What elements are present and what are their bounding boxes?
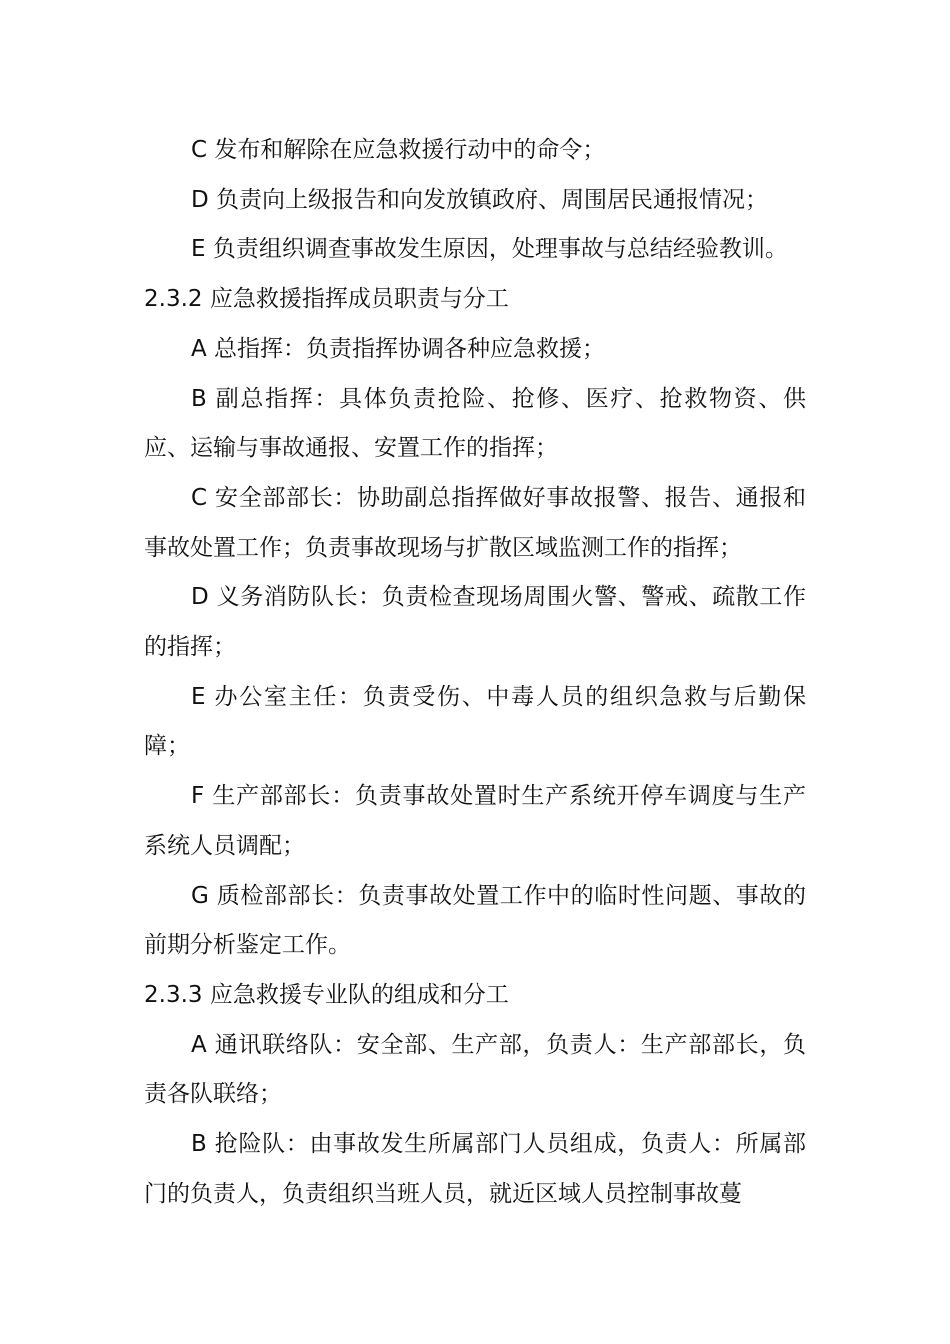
- duty-item-fire-brigade-leader: D 义务消防队长：负责检查现场周围火警、警戒、疏散工作的指挥；: [144, 584, 806, 661]
- duty-item-deputy-commander: B 副总指挥：具体负责抢险、抢修、医疗、抢救物资、供应、运输与事故通报、安置工作的指挥；: [144, 385, 806, 462]
- section-heading-2-3-2: 2.3.2 应急救援指挥成员职责与分工: [144, 286, 509, 313]
- document-body: [144, 126, 806, 1219]
- duty-item-office-director: E 办公室主任：负责受伤、中毒人员的组织急救与后勤保障；: [144, 683, 806, 760]
- team-item-rescue: B 抢险队：由事故发生所属部门人员组成，负责人：所属部门的负责人，负责组织当班人员，就近区域人员控制事故蔓: [144, 1131, 806, 1207]
- duty-item-quality-director: G 质检部部长：负责事故处置工作中的临时性问题、事故的前期分析鉴定工作。: [144, 882, 806, 959]
- paragraph-c-issue-orders: C 发布和解除在应急救援行动中的命令；: [191, 137, 606, 163]
- paragraph-e-investigate-cause: E 负责组织调查事故发生原因，处理事故与总结经验教训。: [191, 236, 788, 263]
- team-item-communication: A 通讯联络队：安全部、生产部，负责人：生产部部长，负责各队联络；: [144, 1031, 806, 1108]
- section-heading-2-3-3: 2.3.3 应急救援专业队的组成和分工: [144, 981, 509, 1008]
- duty-item-safety-director: C 安全部部长：协助副总指挥做好事故报警、报告、通报和事故处置工作；负责事故现场与扩散区域监测工作的指挥；: [144, 484, 806, 561]
- paragraph-d-report-superiors: D 负责向上级报告和向发放镇政府、周围居民通报情况；: [191, 186, 769, 213]
- duty-item-commander: A 总指挥：负责指挥协调各种应急救援；: [191, 335, 606, 362]
- duty-item-production-director: F 生产部部长：负责事故处置时生产系统开停车调度与生产系统人员调配；: [144, 783, 806, 859]
